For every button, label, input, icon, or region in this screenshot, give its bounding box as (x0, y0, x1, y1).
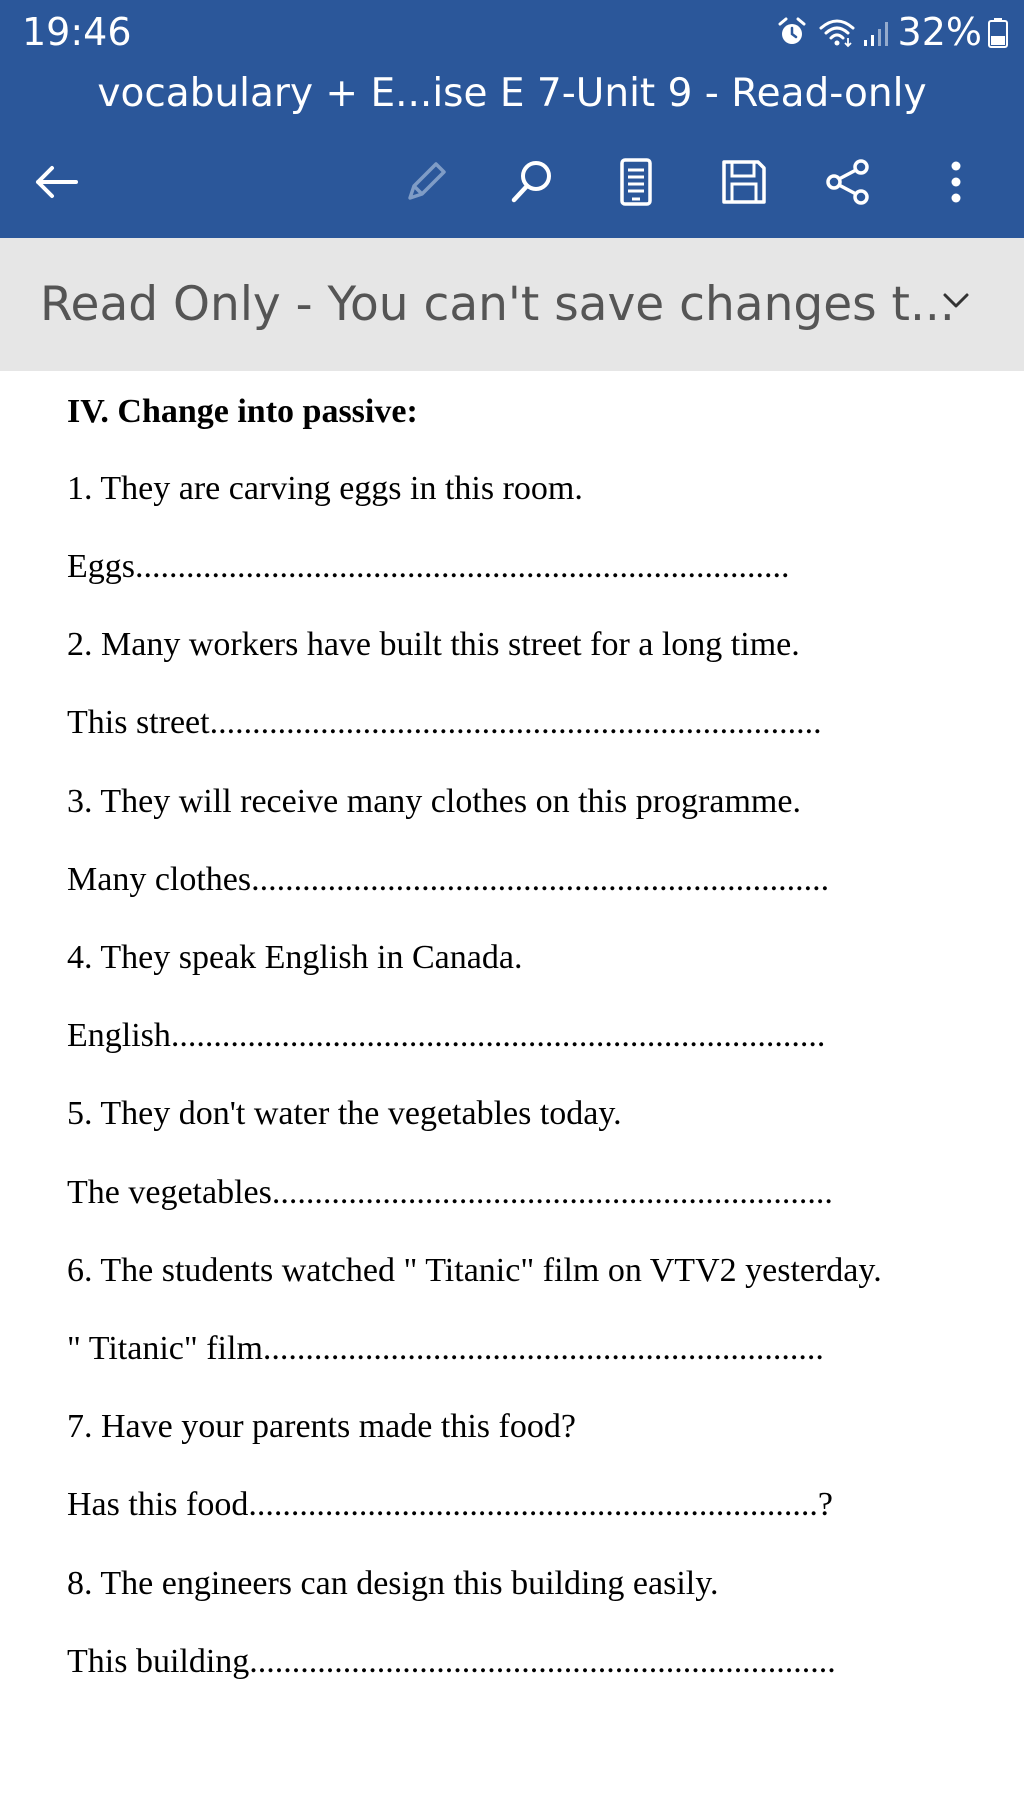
answer-line: This building..................................................................... (67, 1643, 836, 1680)
answer-line: The vegetables.................................................................. (67, 1174, 833, 1211)
save-button[interactable] (712, 150, 776, 214)
answer-line: " Titanic" film.................................................................. (67, 1330, 824, 1367)
document-page[interactable] (0, 371, 1024, 1820)
question-line: 8. The engineers can design this building easily. (67, 1565, 719, 1602)
answer-line: English............................................................................. (67, 1017, 826, 1054)
back-button[interactable] (24, 150, 88, 214)
question-line: 7. Have your parents made this food? (67, 1408, 576, 1445)
more-options-icon (930, 156, 982, 208)
answer-line: This street........................................................................ (67, 704, 822, 741)
battery-percentage: 32% (897, 10, 982, 54)
status-icons (776, 8, 1008, 56)
share-button[interactable] (816, 150, 880, 214)
answer-line: Has this food...................................................................? (67, 1486, 833, 1523)
question-line: 6. The students watched " Titanic" film on VTV2 yesterday. (67, 1252, 882, 1289)
back-arrow-icon (30, 156, 82, 208)
mobile-view-icon (610, 156, 662, 208)
battery-icon (988, 16, 1008, 48)
banner-expand-button[interactable] (930, 274, 982, 326)
mobile-view-button[interactable] (604, 150, 668, 214)
question-line: 5. They don't water the vegetables today. (67, 1095, 622, 1132)
save-icon (718, 156, 770, 208)
status-time: 19:46 (22, 10, 132, 54)
more-options-button[interactable] (924, 150, 988, 214)
document-title: vocabulary + E...ise E 7-Unit 9 - Read-only (97, 71, 927, 116)
read-only-banner[interactable] (0, 238, 1024, 371)
edit-button[interactable] (394, 150, 458, 214)
wifi-icon (818, 16, 856, 48)
read-only-message: Read Only - You can't save changes t... (40, 277, 955, 332)
answer-line: Eggs............................................................................. (67, 548, 790, 585)
question-line: 3. They will receive many clothes on this programme. (67, 783, 801, 820)
pencil-icon (400, 156, 452, 208)
app-bar (0, 0, 1024, 238)
answer-line: Many clothes.................................................................... (67, 861, 830, 898)
question-line: 4. They speak English in Canada. (67, 939, 523, 976)
alarm-icon (776, 16, 808, 48)
signal-icon (862, 16, 892, 48)
share-icon (822, 156, 874, 208)
chevron-down-icon (940, 284, 972, 316)
question-line: 2. Many workers have built this street for a long time. (67, 626, 800, 663)
search-icon (506, 156, 558, 208)
question-line: 1. They are carving eggs in this room. (67, 470, 583, 507)
exercise-heading: IV. Change into passive: (67, 393, 418, 430)
search-button[interactable] (500, 150, 564, 214)
